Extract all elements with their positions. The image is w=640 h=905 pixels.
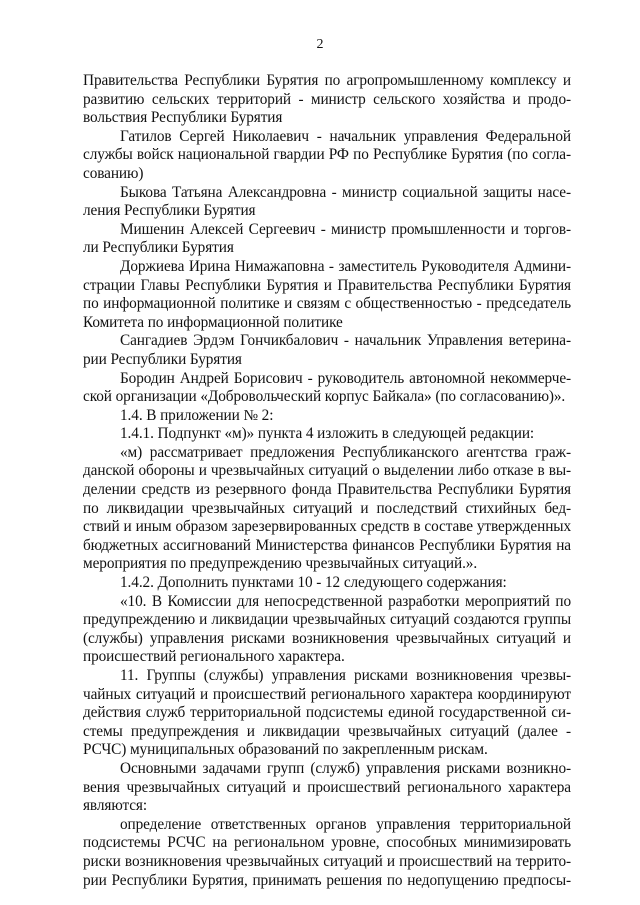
text-line: происшествий регионального характера. [83, 648, 345, 666]
text-line: 1.4.1. Подпункт «м)» пункта 4 изложить в следующей редакции: [120, 425, 535, 443]
text-line: Бородин Андрей Борисович - руководитель автономной некоммерче- [120, 369, 571, 387]
paragraph [83, 370, 571, 407]
text-line: Основными задачами групп (служб) управления рисками возникно- [120, 759, 571, 777]
text-line: стемы предупреждения и ликвидации чрезвычайных ситуаций (далее - [83, 722, 571, 740]
text-line: делении средств из резервного фонда Правительства Республики Бурятия [83, 481, 571, 499]
paragraph [83, 184, 571, 221]
paragraph [83, 258, 571, 332]
text-line: Доржиева Ирина Нимажаповна - заместитель Руководителя Админи- [120, 257, 571, 275]
page-number: 2 [316, 37, 324, 52]
paragraph [83, 760, 571, 816]
text-line: Быкова Татьяна Александровна - министр социальной защиты насе- [120, 183, 571, 201]
paragraph [83, 574, 571, 593]
text-line: вения чрезвычайных ситуаций и происшествий регионального характера [83, 778, 571, 796]
text-line: предупреждению и ликвидации чрезвычайных ситуаций создаются группы [83, 611, 571, 629]
paragraph [83, 407, 571, 426]
text-line: Правительства Республики Бурятия по агропромышленному комплексу и [83, 72, 571, 89]
text-line: «10. В Комиссии для непосредственной разработки мероприятий по [120, 592, 571, 610]
text-line: развитию сельских территорий - министр сельского хозяйства и продо- [83, 90, 571, 108]
text-line: данской обороны и чрезвычайных ситуаций о выделении либо отказе в вы- [83, 462, 571, 480]
text-line: сованию) [83, 164, 144, 182]
text-line: 1.4. В приложении № 2: [120, 406, 274, 424]
paragraph [83, 221, 571, 258]
paragraph [83, 593, 571, 667]
text-line: подсистемы РСЧС на региональном уровне, способных минимизировать [83, 834, 571, 852]
document-body [83, 72, 571, 890]
text-line: Гатилов Сергей Николаевич - начальник управления Федеральной [120, 127, 571, 145]
text-line: чайных ситуаций и происшествий регионального характера координируют [83, 685, 571, 703]
text-line: ствий и иным образом зарезервированных средств в составе утвержденных [83, 518, 571, 536]
text-line: Комитета по информационной политике [83, 313, 343, 331]
text-line: бюджетных ассигнований Министерства финансов Республики Бурятия на [83, 536, 571, 554]
paragraph [83, 72, 571, 128]
text-line: 11. Группы (службы) управления рисками возникновения чрезвы- [120, 667, 571, 684]
text-line: действия служб территориальной подсистемы единой государственной си- [83, 704, 571, 722]
text-line: по ликвидации чрезвычайных ситуаций и последствий стихийных бед- [83, 499, 571, 517]
text-line: Сангадиев Эрдэм Гончикбалович - начальник Управления ветерина- [120, 332, 571, 350]
text-line: страции Главы Республики Бурятия и Правительства Республики Бурятия [83, 276, 571, 294]
text-line: рии Республики Бурятия, принимать решения по недопущению предпосы- [83, 871, 571, 889]
text-line: мероприятия по предупреждению чрезвычайных ситуаций.». [83, 555, 478, 573]
paragraph [83, 444, 571, 574]
text-line: 1.4.2. Дополнить пунктами 10 - 12 следующего содержания: [120, 574, 507, 592]
text-line: вольствия Республики Бурятия [83, 109, 283, 127]
text-line: являются: [83, 797, 147, 815]
text-line: риски возникновения чрезвычайных ситуаций и происшествий на террито- [83, 852, 571, 870]
paragraph [83, 667, 571, 760]
paragraph [83, 128, 571, 184]
text-line: РСЧС) муниципальных образований по закрепленным рискам. [83, 741, 488, 759]
paragraph [83, 425, 571, 444]
text-line: определение ответственных органов управления территориальной [120, 815, 571, 833]
text-line: (службы) управления рисками возникновения чрезвычайных ситуаций и [83, 629, 571, 647]
paragraph [83, 332, 571, 369]
text-line: рии Республики Бурятия [83, 350, 242, 368]
text-line: ли Республики Бурятия [83, 239, 234, 257]
text-line: ской организации «Добровольческий корпус Байкала» (по согласованию)». [83, 388, 566, 406]
text-line: Мишенин Алексей Сергеевич - министр промышленности и торгов- [120, 220, 571, 238]
paragraph [83, 816, 571, 890]
text-line: по информационной политике и связям с общественностью - председатель [83, 295, 571, 313]
text-line: службы войск национальной гвардии РФ по Республике Бурятия (по согла- [83, 146, 571, 164]
text-line: «м) рассматривает предложения Республиканского агентства граж- [120, 443, 571, 461]
text-line: ления Республики Бурятия [83, 202, 256, 220]
